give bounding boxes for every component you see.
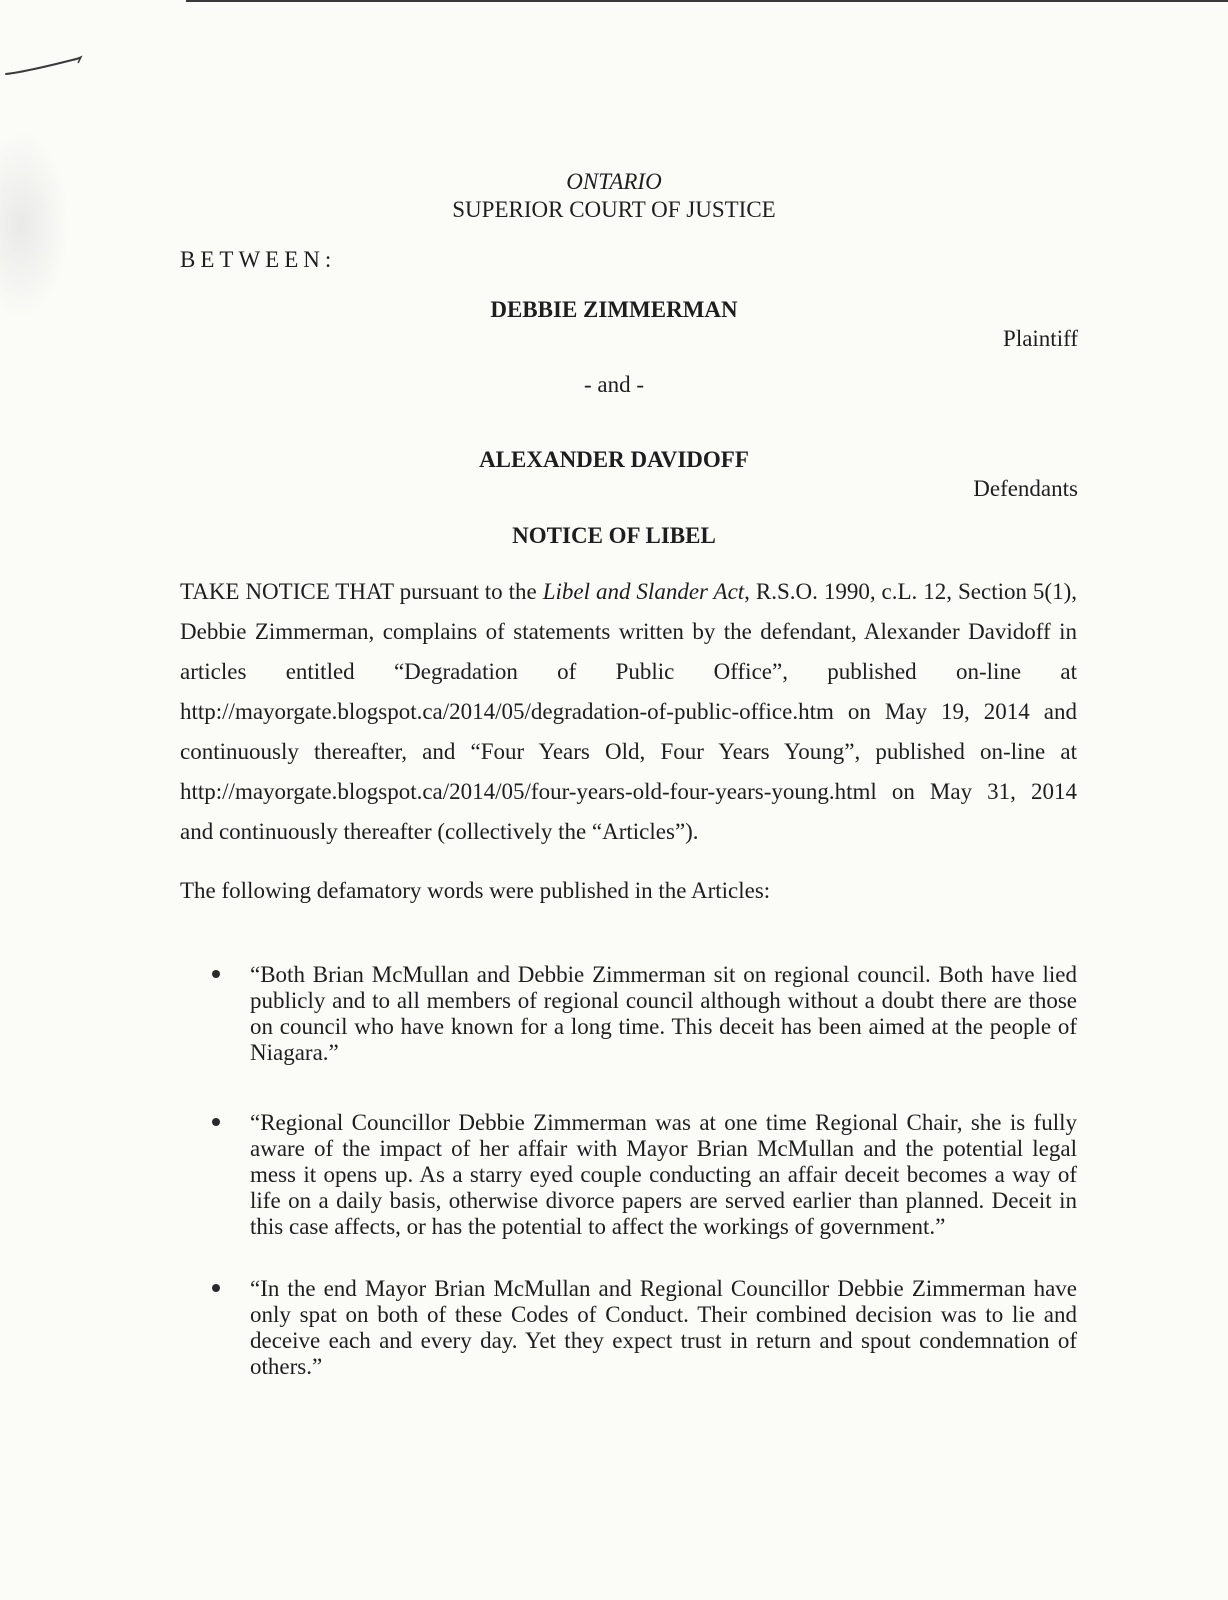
- defendant-role: Defendants: [973, 476, 1078, 501]
- plaintiff-name: DEBBIE ZIMMERMAN: [490, 297, 738, 322]
- scan-shadow: [0, 130, 70, 320]
- defendant-name: ALEXANDER DAVIDOFF: [479, 447, 749, 472]
- between-label: BETWEEN:: [180, 247, 337, 272]
- document-title: NOTICE OF LIBEL: [512, 523, 716, 548]
- top-edge-rule: [186, 0, 1228, 2]
- bullet-icon: [212, 1118, 220, 1126]
- court-heading: SUPERIOR COURT OF JUSTICE: [452, 197, 776, 222]
- quote-text: “Both Brian McMullan and Debbie Zimmerman sit on regional council. Both have lied publicly and to all members of regional council although without a doubt there are those on council who have known for a long time. This deceit has been aimed at the people of Niagara.”: [250, 962, 1077, 1065]
- notice-text-rest: , R.S.O. 1990, c.L. 12, Section 5(1), Debbie Zimmerman, complains of statements written by the defendant, Alexander Davidoff in articles entitled “Degradation of Public Office”, published on-line at http://mayorgate.blogspot.ca/2014/05/degradation-of-public-office.htm on May 19, 2014 and continuously thereafter, and “Four Years Old, Four Years Young”, published on-line at http://mayorgate.blogspot.ca/2014/05/four-years-old-four-years-young.html on May 31, 2014 and continuously thereafter (collectively the “Articles”).: [180, 579, 1078, 844]
- act-name: Libel and Slander Act: [542, 579, 745, 604]
- list-item: [180, 1276, 1077, 1380]
- plaintiff-role: Plaintiff: [1003, 326, 1078, 351]
- notice-paragraph: [180, 572, 1077, 852]
- jurisdiction-heading: ONTARIO: [566, 169, 662, 194]
- and-separator: - and -: [583, 372, 645, 397]
- following-paragraph: The following defamatory words were published in the Articles:: [180, 878, 771, 903]
- bullet-icon: [212, 1284, 220, 1292]
- quotes-list: [180, 962, 1077, 1416]
- quote-text: “Regional Councillor Debbie Zimmerman was at one time Regional Chair, she is fully aware of the impact of her affair with Mayor Brian McMullan and the potential legal mess it opens up. As a starry eyed couple conducting an affair deceit becomes a way of life on a daily basis, otherwise divorce papers are served earlier than planned. Deceit in this case affects, or has the potential to affect the workings of government.”: [250, 1110, 1077, 1239]
- notice-text-start: TAKE NOTICE THAT pursuant to the: [180, 579, 543, 604]
- quote-text: “In the end Mayor Brian McMullan and Regional Councillor Debbie Zimmerman have only spat on both of these Codes of Conduct. Their combined decision was to lie and deceive each and every day. Yet they expect trust in return and spout condemnation of others.”: [250, 1276, 1077, 1379]
- list-item: [180, 962, 1077, 1066]
- list-item: [180, 1110, 1077, 1240]
- bullet-icon: [212, 970, 220, 978]
- pen-mark-icon: [4, 54, 84, 84]
